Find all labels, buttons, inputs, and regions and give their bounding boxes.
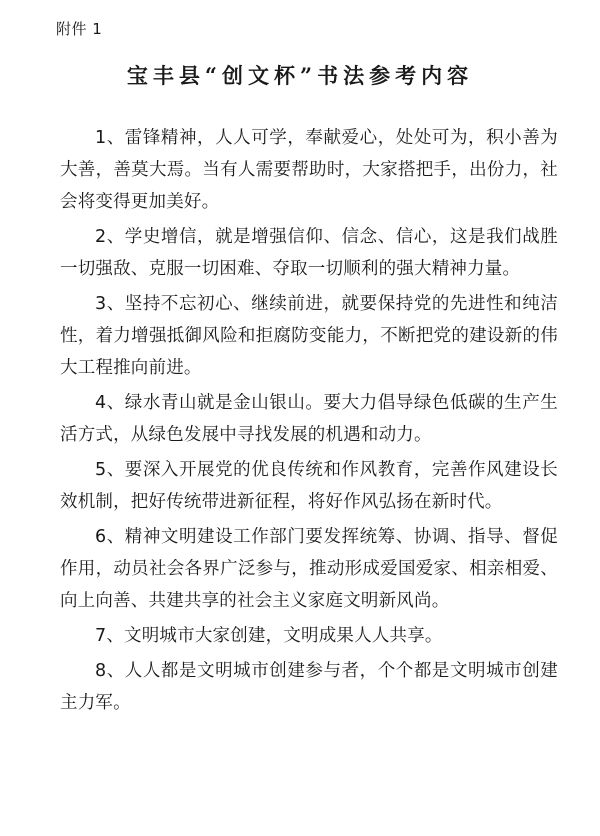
paragraph-3: 3、坚持不忘初心、继续前进，就要保持党的先进性和纯洁性，着力增强抵御风险和拒腐防变能力，不断把党的建设新的伟大工程推向前进。 xyxy=(60,294,558,378)
paragraph-6: 6、精神文明建设工作部门要发挥统筹、协调、指导、督促作用，动员社会各界广泛参与，推动形成爱国爱家、相亲相爱、向上向善、共建共享的社会主义家庭文明新风尚。 xyxy=(60,527,558,611)
document-body xyxy=(60,122,558,722)
paragraph-4: 4、绿水青山就是金山银山。要大力倡导绿色低碳的生产生活方式，从绿色发展中寻找发展的机遇和动力。 xyxy=(60,393,558,445)
paragraph-7: 7、文明城市大家创建，文明成果人人共享。 xyxy=(95,626,443,646)
paragraph-2: 2、学史增信，就是增强信仰、信念、信心，这是我们战胜一切强敌、克服一切困难、夺取一切顺利的强大精神力量。 xyxy=(60,227,558,279)
paragraph-1: 1、雷锋精神，人人可学，奉献爱心，处处可为，积小善为大善，善莫大焉。当有人需要帮助时，大家搭把手，出份力，社会将变得更加美好。 xyxy=(60,128,558,212)
attachment-label: 附件 1 xyxy=(56,20,103,38)
paragraph-8: 8、人人都是文明城市创建参与者，个个都是文明城市创建主力军。 xyxy=(60,661,558,713)
document-title: 宝丰县“创文杯”书法参考内容 xyxy=(126,63,474,88)
paragraph-5: 5、要深入开展党的优良传统和作风教育，完善作风建设长效机制，把好传统带进新征程，将好作风弘扬在新时代。 xyxy=(60,460,558,512)
